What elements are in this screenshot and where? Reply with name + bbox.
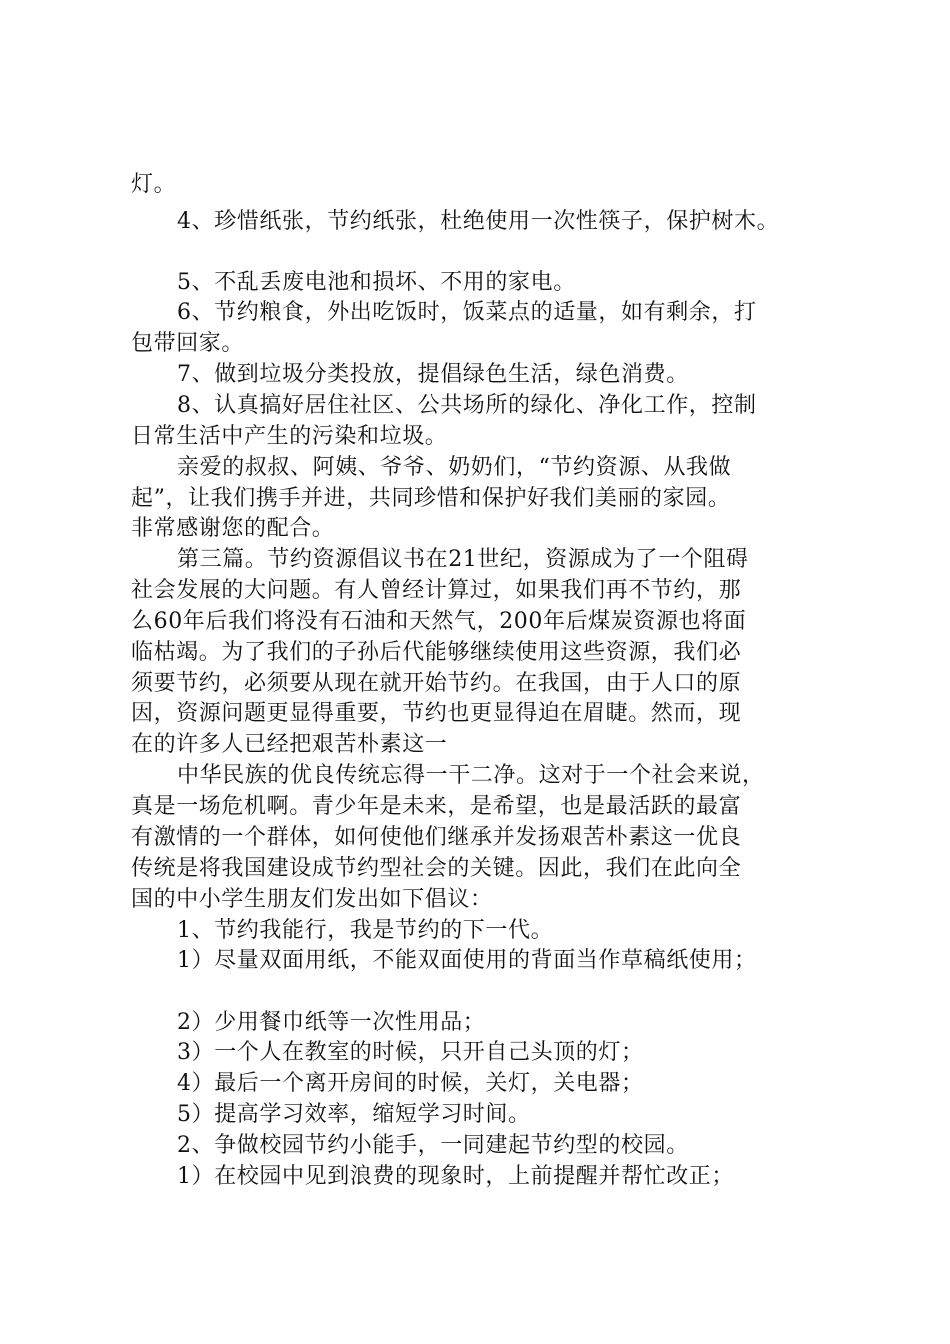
- text-line: 中华民族的优良传统忘得一干二净。这对于一个社会来说，: [177, 763, 765, 788]
- text-line: 6、节约粮食，外出吃饭时，饭菜点的适量，如有剩余，打: [177, 300, 757, 325]
- text-line: 国的中小学生朋友们发出如下倡议：: [131, 887, 493, 912]
- text-line: 8、认真搞好居住社区、公共场所的绿化、净化工作，控制: [177, 393, 757, 418]
- text-line: 真是一场危机啊。青少年是未来，是希望，也是最活跃的最富: [131, 794, 742, 819]
- text-line: 起”，让我们携手并进，共同珍惜和保护好我们美丽的家园。: [131, 486, 731, 511]
- text-line: 须要节约，必须要从现在就开始节约。在我国，由于人口的原: [131, 671, 742, 696]
- text-line: 4、珍惜纸张，节约纸张，杜绝使用一次性筷子，保护树木。: [177, 209, 780, 234]
- text-line: 临枯竭。为了我们的子孙后代能够继续使用这些资源，我们必: [131, 640, 742, 665]
- text-line: 5）提高学习效率，缩短学习时间。: [177, 1102, 531, 1127]
- text-line: 么60年后我们将没有石油和天然气，200年后煤炭资源也将面: [131, 609, 747, 634]
- text-line: 包带回家。: [131, 331, 245, 356]
- text-line: 2）少用餐巾纸等一次性用品；: [177, 1010, 486, 1035]
- text-line: 灯。: [131, 172, 177, 197]
- text-line: 7、做到垃圾分类投放，提倡绿色生活，绿色消费。: [177, 362, 689, 387]
- text-line: 4）最后一个离开房间的时候，关灯，关电器；: [177, 1071, 644, 1096]
- text-line: 1、节约我能行，我是节约的下一代。: [177, 918, 554, 943]
- text-line: 社会发展的大问题。有人曾经计算过，如果我们再不节约，那: [131, 578, 742, 603]
- text-line: 亲爱的叔叔、阿姨、爷爷、奶奶们，“节约资源、从我做: [177, 455, 732, 480]
- text-line: 5、不乱丢废电池和损坏、不用的家电。: [177, 270, 576, 295]
- text-line: 第三篇。节约资源倡议书在21世纪，资源成为了一个阻碍: [177, 547, 749, 572]
- text-line: 日常生活中产生的污染和垃圾。: [131, 424, 448, 449]
- text-line: 传统是将我国建设成节约型社会的关键。因此，我们在此向全: [131, 856, 742, 881]
- text-line: 因，资源问题更显得重要，节约也更显得迫在眉睫。然而，现: [131, 701, 742, 726]
- text-line: 1）尽量双面用纸，不能双面使用的背面当作草稿纸使用；: [177, 948, 757, 973]
- text-line: 3）一个人在教室的时候，只开自己头顶的灯；: [177, 1040, 644, 1065]
- text-line: 2、争做校园节约小能手，一同建起节约型的校园。: [177, 1133, 689, 1158]
- text-line: 在的许多人已经把艰苦朴素这一: [131, 732, 448, 757]
- text-line: 有激情的一个群体，如何使他们继承并发扬艰苦朴素这一优良: [131, 825, 742, 850]
- text-line: 非常感谢您的配合。: [131, 516, 335, 541]
- text-line: 1）在校园中见到浪费的现象时，上前提醒并帮忙改正；: [177, 1164, 734, 1189]
